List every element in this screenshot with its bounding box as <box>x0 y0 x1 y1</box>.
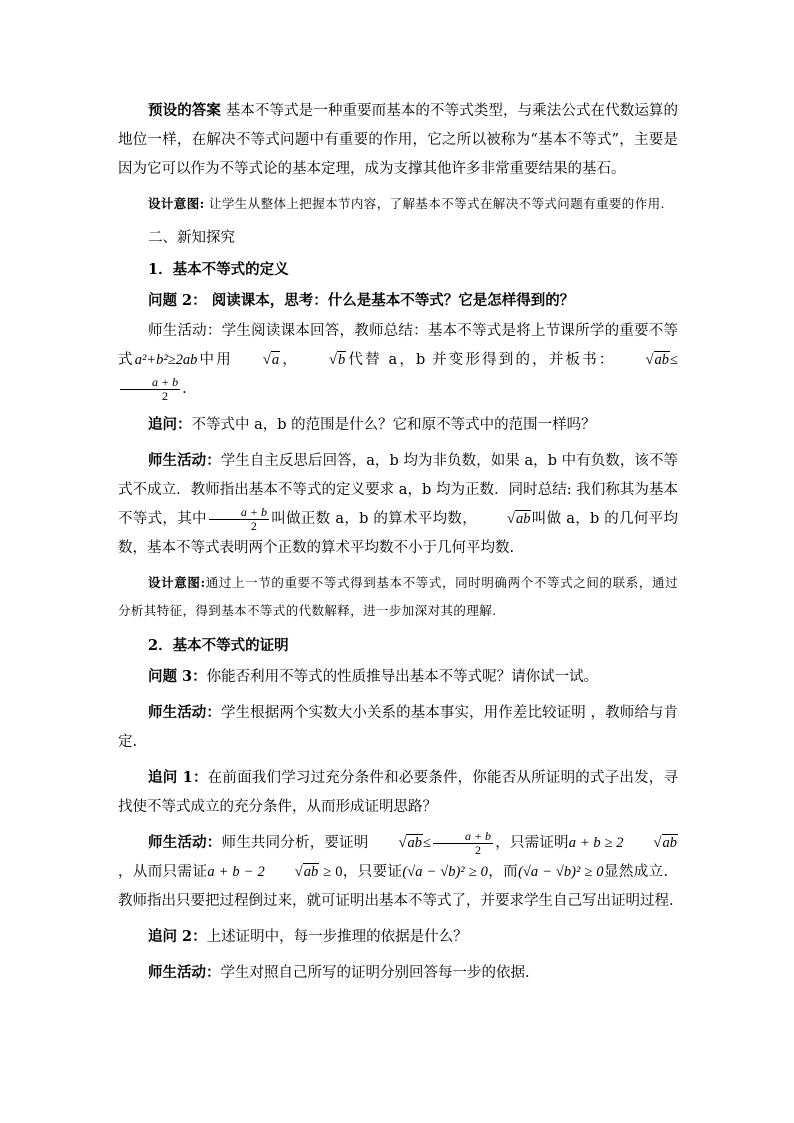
question-3 <box>118 662 678 692</box>
document-page <box>118 96 678 994</box>
leq-sign-proof: ≤ <box>422 835 431 851</box>
activity-4-text-f: 显然成立．教师指出只要把过程倒过来，就可证明出基本不等式了，并要求学生自己写出证明过程. <box>118 864 678 909</box>
sqrt-ab: √ab <box>645 352 670 368</box>
question-3-text: 你能否利用不等式的性质推导出基本不等式呢？请你试一试。 <box>206 669 599 685</box>
activity-2-text-a: 学生自主反思后回答，a，b 均为非负数，如果 a，b 中有负数，该不等式不成立．教师指出基本不等式的定义要求 a，b 均为正数．同时总结: 我们称其为基本不等式，其中 <box>118 453 678 527</box>
activity-4-text-e: ，而 <box>487 864 519 880</box>
sqrt-ab-2: √ab <box>653 835 678 851</box>
sqrt-a: √a <box>262 352 280 368</box>
activity-4-text-b: ，只需证明 <box>495 835 569 851</box>
sqrt-ab-proof: √ab <box>398 835 422 851</box>
question-2-label: 问题 2： <box>148 292 207 309</box>
activity-5-label: 师生活动： <box>148 964 221 981</box>
follow-up-1-label: 追问 1： <box>148 769 208 786</box>
activity-1-text-a: 学生阅读课本回答，教师总结：基本不等式是将上节课所学的重要不等式 <box>118 323 679 368</box>
formula-square-diff-1: (√a − √b)² ≥ 0 <box>402 864 488 880</box>
leq-sign: ≤ <box>670 352 679 368</box>
question-2 <box>118 286 678 315</box>
subsection-proof: 2．基本不等式的证明 <box>148 637 289 654</box>
preset-answer-label: 预设的答案 <box>148 102 221 119</box>
fraction-arithmetic-mean: $\frac{a + b}{2}$ <box>209 506 269 533</box>
activity-3-label: 师生活动： <box>148 704 221 721</box>
activity-3-text: 学生根据两个实数大小关系的基本事实，用作差比较证明 ，教师给与肯定. <box>118 705 679 750</box>
activity-5-text: 学生对照自己所写的证明分别回答每一步的依据. <box>220 965 530 981</box>
design-intent-1-label: 设计意图: <box>148 196 205 211</box>
follow-up-2-label: 追问 2： <box>148 928 207 945</box>
sqrt-ab-geometric: √ab <box>507 511 531 527</box>
activity-1-text-b: 中用 <box>197 352 233 368</box>
follow-up-2-text: 上述证明中，每一步推理的依据是什么？ <box>206 929 468 945</box>
activity-5 <box>118 958 678 988</box>
activity-1-label: 师生活动： <box>148 323 222 339</box>
design-intent-1-text: 让学生从整体上把握本节内容，了解基本不等式在解决不等式问题有重要的作用. <box>209 196 665 211</box>
formula-square-diff-2: (√a − √b)² ≥ 0 <box>518 864 604 880</box>
activity-1-end: . <box>182 381 187 397</box>
question-2-text: 阅读课本，思考：什么是基本不等式？它是怎样得到的？ <box>211 292 575 309</box>
activity-2-label: 师生活动： <box>148 452 221 469</box>
activity-1-formula: a²+b²≥2ab <box>134 352 198 368</box>
activity-2-text-b: 叫做正数 a，b 的算术平均数， <box>270 511 477 527</box>
follow-up-1-text: 在前面我们学习过充分条件和必要条件，你能否从所证明的式子出发，寻找使不等式成立的充分条件，从而形成证明思路？ <box>118 770 679 815</box>
question-3-label: 问题 3： <box>148 668 207 685</box>
activity-4-label: 师生活动： <box>148 834 222 851</box>
activity-4 <box>118 828 678 916</box>
activity-1-text-d: 代替 a，b 并变形得到的，并板书： <box>346 352 616 368</box>
activity-4-text-a: 师生共同分析，要证明 <box>221 835 369 851</box>
activity-4-text-c: ，从而只需证 <box>118 864 208 880</box>
formula-a-plus-b-minus: a + b − 2 <box>207 864 265 880</box>
formula-a-plus-b: a + b ≥ 2 <box>568 835 624 851</box>
activity-4-text-d: ，只要证 <box>342 864 403 880</box>
design-intent-2-label: 设计意图: <box>148 575 206 590</box>
formula-geq-zero: ≥ 0 <box>319 864 343 880</box>
design-intent-2 <box>118 569 678 625</box>
sqrt-b: √b <box>329 352 346 368</box>
follow-up-label: 追问： <box>148 416 192 433</box>
activity-2 <box>118 446 678 563</box>
activity-1-text-c: ， <box>280 352 299 368</box>
follow-up-question <box>118 410 678 440</box>
subsection-definition: 1．基本不等式的定义 <box>148 261 289 278</box>
preset-answer-text: 基本不等式是一种重要而基本的不等式类型，与乘法公式在代数运算的地位一样，在解决不等式问题中有重要的作用，它之所以被称为“基本不等式”，主要是因为它可以作为不等式论的基本定理，成为支撑其他许多非常重要结果的基石。 <box>118 103 679 177</box>
sqrt-ab-3: √ab <box>294 864 319 880</box>
design-intent-1 <box>118 190 678 218</box>
design-intent-2-text: 通过上一节的重要不等式得到基本不等式，同时明确两个不等式之间的联系，通过分析其特征，得到基本不等式的代数解释，进一步加深对其的理解. <box>118 575 678 618</box>
activity-1 <box>118 317 678 404</box>
fraction-a-plus-b-over-2: $\frac{a + b}{2}$ <box>120 376 180 403</box>
activity-3 <box>118 698 678 757</box>
section-heading-new-knowledge: 二、新知探究 <box>148 230 235 246</box>
activity-2-text-c: 叫做 a，b 的几何平均数，基本不等式表明两个正数的算术平均数不小于几何平均数. <box>118 511 678 556</box>
follow-up-text: 不等式中 a，b 的范围是什么？它和原不等式中的范围一样吗？ <box>191 417 596 433</box>
follow-up-1 <box>118 763 678 822</box>
preset-answer-paragraph <box>118 96 678 184</box>
fraction-proof: $\frac{a + b}{2}$ <box>433 830 493 857</box>
follow-up-2 <box>118 922 678 952</box>
